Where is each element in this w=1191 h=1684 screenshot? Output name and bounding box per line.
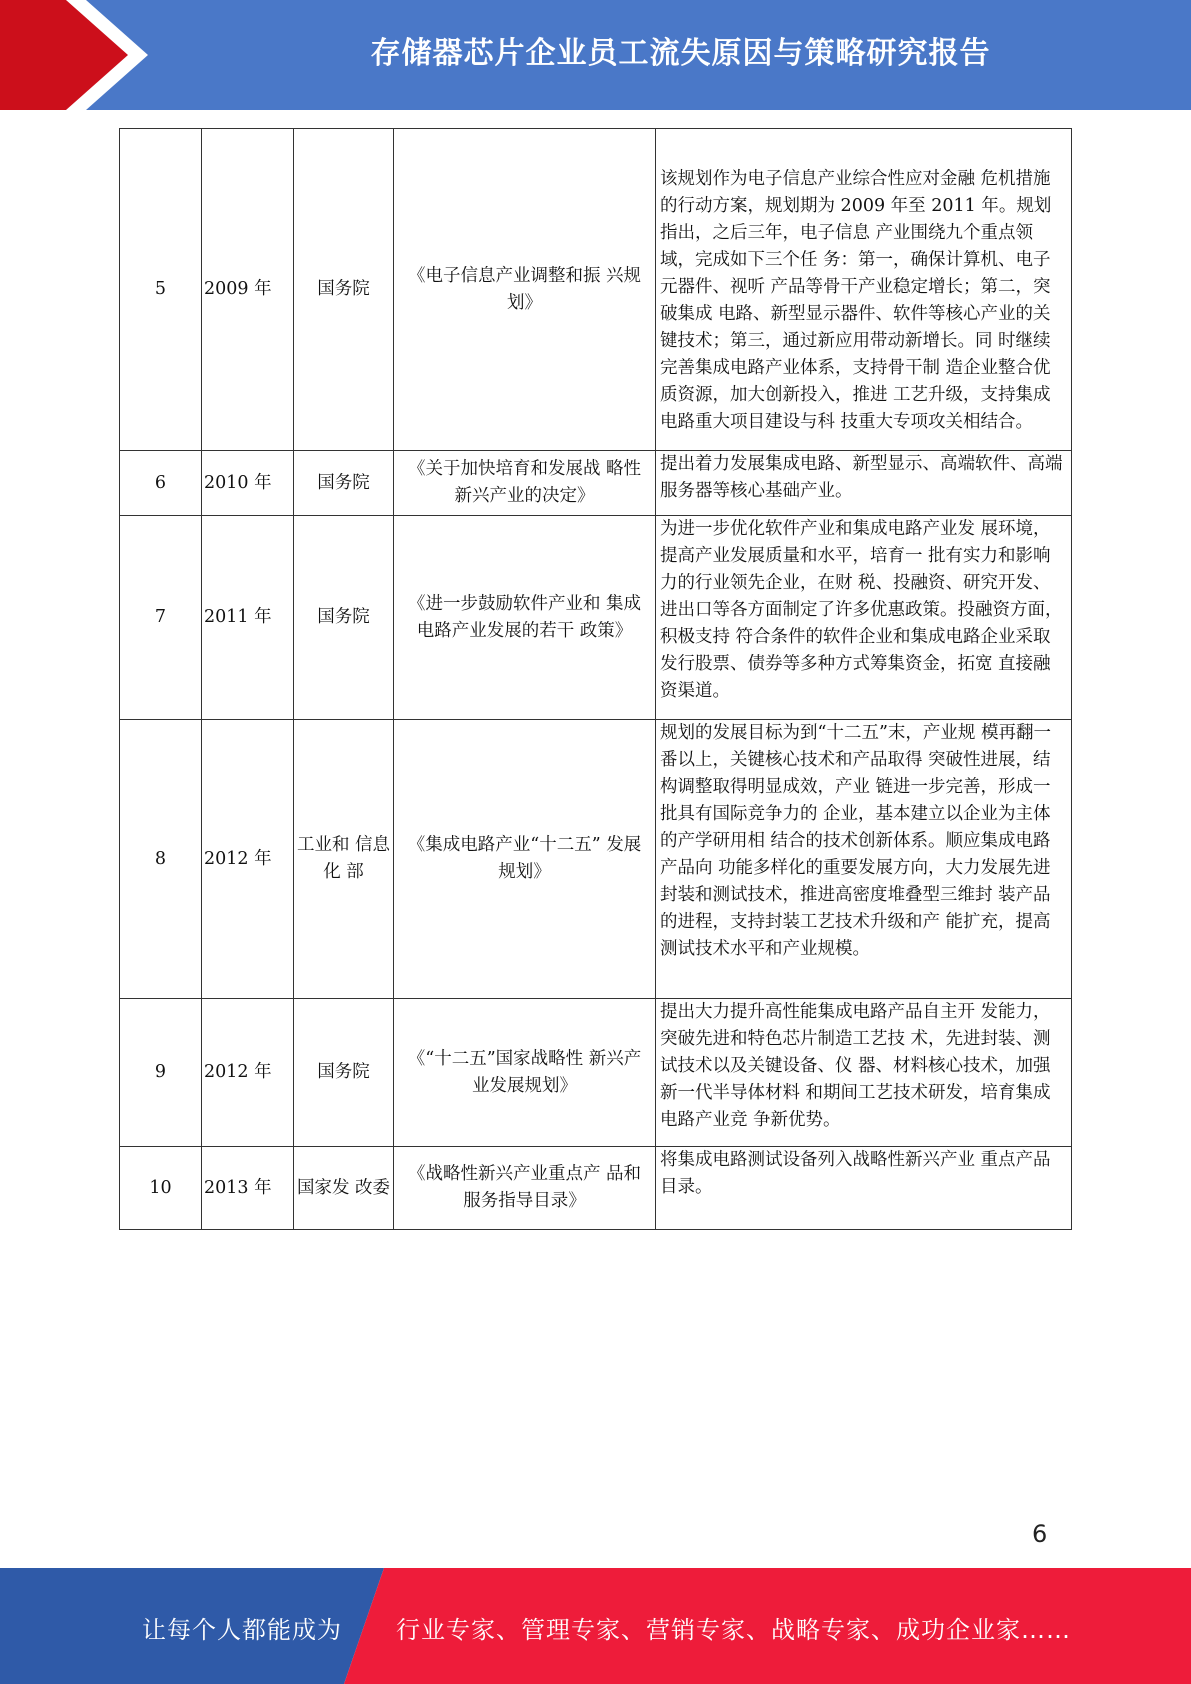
- row-description: 该规划作为电子信息产业综合性应对金融 危机措施的行动方案，规划期为 2009 年至 2011 年。规划指出，之后三年，电子信息 产业围绕九个重点领域，完成如下三个任 务：第一，确保计算机、电子元器件、视听 产品等骨干产业稳定增长；第二，突破集成 电路、新型显示器件、软件等核心产业的关 键技术；第三，通过新应用带动新增长。同 时继续完善集成电路产业体系，支持骨干制 造企业整合优质资源，加大创新投入，推进 工艺升级，支持集成电路重大项目建设与科 技重大专项攻关相结合。: [656, 129, 1072, 451]
- row-description: 提出着力发展集成电路、新型显示、高端软件、高端服务器等核心基础产业。: [656, 451, 1072, 516]
- row-year: 2013 年: [202, 1147, 294, 1230]
- row-department: 国家发 改委: [294, 1147, 394, 1230]
- table-row: [120, 1147, 1072, 1230]
- row-department: 国务院: [294, 129, 394, 451]
- row-number: 6: [120, 451, 202, 516]
- page-footer: [0, 1568, 1191, 1684]
- document-title: 存储器芯片企业员工流失原因与策略研究报告: [370, 36, 991, 71]
- row-year: 2009 年: [202, 129, 294, 451]
- table-row: [120, 720, 1072, 999]
- row-department: 国务院: [294, 451, 394, 516]
- page-number: 6: [1032, 1520, 1048, 1548]
- row-number: 10: [120, 1147, 202, 1230]
- row-number: 7: [120, 516, 202, 720]
- row-policy-name: 《战略性新兴产业重点产 品和服务指导目录》: [394, 1147, 656, 1230]
- row-number: 5: [120, 129, 202, 451]
- row-policy-name: 《集成电路产业“十二五” 发展规划》: [394, 720, 656, 999]
- row-policy-name: 《关于加快培育和发展战 略性新兴产业的决定》: [394, 451, 656, 516]
- row-year: 2012 年: [202, 720, 294, 999]
- row-description: 规划的发展目标为到“十二五”末，产业规 模再翻一番以上，关键核心技术和产品取得 突破性进展，结构调整取得明显成效，产业 链进一步完善，形成一批具有国际竞争力的 企业，基本建立以企业为主体的产学研用相 结合的技术创新体系。顺应集成电路产品向 功能多样化的重要发展方向，大力发展先进 封装和测试技术，推进高密度堆叠型三维封 装产品的进程，支持封装工艺技术升级和产 能扩充，提高测试技术水平和产业规模。: [656, 720, 1072, 999]
- row-number: 8: [120, 720, 202, 999]
- row-number: 9: [120, 999, 202, 1147]
- row-department: 国务院: [294, 999, 394, 1147]
- footer-slogan-right: 行业专家、管理专家、营销专家、战略专家、成功企业家……: [396, 1616, 1071, 1644]
- row-year: 2010 年: [202, 451, 294, 516]
- row-description: 将集成电路测试设备列入战略性新兴产业 重点产品目录。: [656, 1147, 1072, 1230]
- page-header: [0, 0, 1191, 110]
- row-year: 2012 年: [202, 999, 294, 1147]
- row-year: 2011 年: [202, 516, 294, 720]
- row-policy-name: 《“十二五”国家战略性 新兴产业发展规划》: [394, 999, 656, 1147]
- header-red-chevron: [0, 0, 148, 110]
- row-description: 为进一步优化软件产业和集成电路产业发 展环境，提高产业发展质量和水平，培育一 批有实力和影响力的行业领先企业，在财 税、投融资、研究开发、进出口等各方面制定了许多优惠政策。投融资方面，积极支持 符合条件的软件企业和集成电路企业采取 发行股票、债券等多种方式筹集资金，拓宽 直接融资渠道。: [656, 516, 1072, 720]
- table-row: [120, 516, 1072, 720]
- table-row: [120, 129, 1072, 451]
- row-description: 提出大力提升高性能集成电路产品自主开 发能力，突破先进和特色芯片制造工艺技 术，先进封装、测试技术以及关键设备、仪 器、材料核心技术，加强新一代半导体材料 和期间工艺技术研发，培育集成电路产业竞 争新优势。: [656, 999, 1072, 1147]
- row-department: 国务院: [294, 516, 394, 720]
- policy-table: [119, 128, 1072, 1230]
- table-row: [120, 999, 1072, 1147]
- row-policy-name: 《进一步鼓励软件产业和 集成电路产业发展的若干 政策》: [394, 516, 656, 720]
- table-row: [120, 451, 1072, 516]
- footer-slogan-left: 让每个人都能成为: [142, 1616, 342, 1644]
- row-policy-name: 《电子信息产业调整和振 兴规划》: [394, 129, 656, 451]
- row-department: 工业和 信息化 部: [294, 720, 394, 999]
